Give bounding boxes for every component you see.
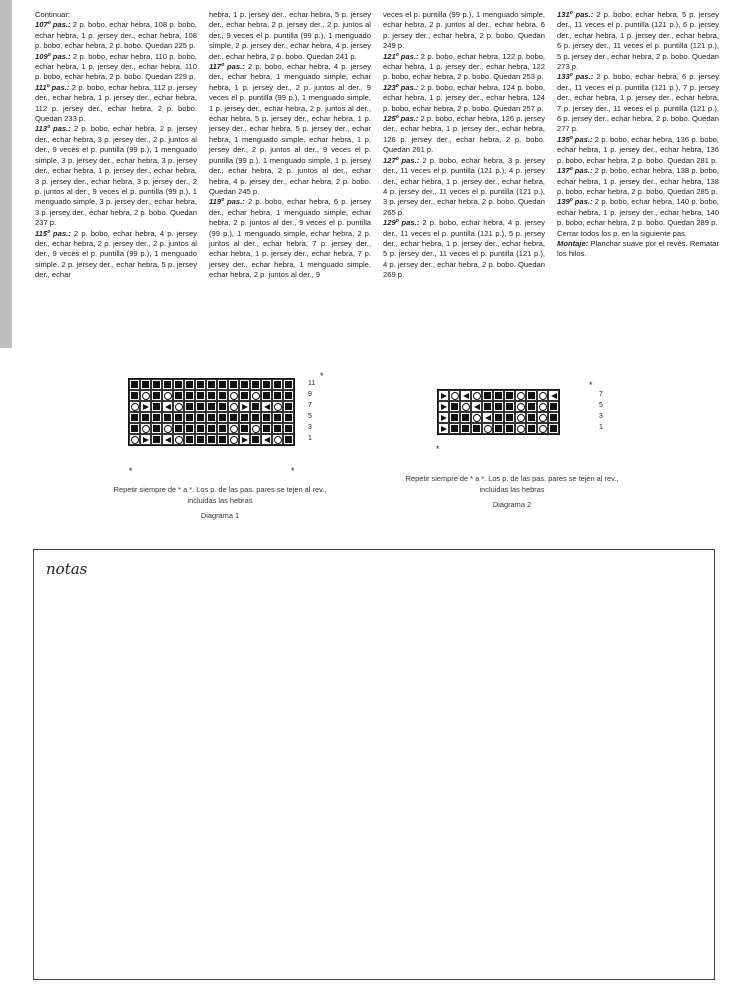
yarn-over-circle-symbol [173,434,184,445]
row-label: 117º pas.: [209,62,245,72]
instruction-paragraph [35,229,197,281]
row-number: 1 [308,435,312,442]
yarn-over-circle-symbol [482,423,493,434]
text-column-3 [383,10,545,281]
row-label: 119º pas.: [209,197,245,207]
yarn-over-circle-symbol [250,423,261,434]
row-number: 5 [308,413,312,420]
instruction-text: 2 p. bobo, echar hebra, 110 p. bobo, echar hebra, 1 p. jersey der., echar hebra, 110 p. bobo, echar hebra, 2 p. bobo. Quedan 229 p. [35,51,197,82]
row-number: 9 [308,391,312,398]
instruction-text: 2 p. bobo, echar hebra, 112 p. jersey der., echar hebra, 1 p. jersey der., echar hebra, 112 p. jersey der., echar hebra, 2 p. bobo. Quedan 233 p. [35,82,197,124]
diagram-2-grid [437,389,560,435]
instruction-text: 2 p. bobo, echar hebra, 3 p. jersey der., 11 veces el p. puntilla (121 p.), 4 p. jersey der., echar hebra, 1 p. jersey der., echar hebra, 4 p. jersey der., 11 veces el p. puntilla (121 p.), 3 p. jersey der., echar hebra, 2 p. bobo. Quedan 265 p. [383,155,546,217]
yarn-over-circle-symbol [449,390,460,401]
knit-square-symbol [239,423,250,434]
knit-square-symbol [206,412,217,423]
knit-square-symbol [184,401,195,412]
knit-square-symbol [129,379,140,390]
instruction-text: 2 p. bobo, echar hebra, 6 p. jersey der., 11 veces el p. puntilla (121 p.), 7 p. jersey der., echar hebra, 1 p. jersey der., echar hebra, 7 p. jersey der., 11 veces el p. puntilla (121 p.), 6 p. jersey der., echar hebra, 2 p. bobo. Quedan 277 p. [557,72,720,134]
yarn-over-circle-symbol [515,401,526,412]
instruction-paragraph [209,62,371,197]
yarn-over-circle-symbol [228,401,239,412]
row-number: 7 [599,391,603,398]
instruction-paragraph [383,52,545,83]
knit-square-symbol [504,423,515,434]
row-number: 1 [599,424,603,431]
row-label: 133º pas.: [557,72,594,82]
knit-square-symbol [261,423,272,434]
knit-square-symbol [272,379,283,390]
row-label: 125º pas.: [383,114,419,124]
diagram-1-grid [128,378,295,446]
instruction-text: hebra, 1 p. jersey der., echar hebra, 5 p. jersey der., echar hebra, 2 p. jersey der., 2 p. juntos al der., 9 veces el p. puntilla (99 p.), 1 menguado simple, 2 p. jersey der., echar hebra, 4 p. jersey der., echar hebra, 2 p. bobo. Quedan 241 p. [209,10,371,61]
diagram-1-star-top: * [320,371,324,381]
decrease-left-triangle-symbol [261,401,272,412]
knit-square-symbol [206,434,217,445]
row-label: 121º pas.: [383,51,419,61]
diagram-2-caption [362,473,662,510]
knit-square-symbol [449,401,460,412]
instruction-paragraph [35,20,197,51]
knit-square-symbol [184,423,195,434]
yarn-over-circle-symbol [537,390,548,401]
pattern-text [0,10,750,370]
instruction-paragraph [383,83,545,114]
row-label: 137º pas.: [557,166,593,176]
knit-square-symbol [283,390,294,401]
knit-square-symbol [206,390,217,401]
knit-square-symbol [283,434,294,445]
instruction-text: 2 p. bobo, echar hebra, 6 p. jersey der., echar hebra, 1 menguado simple, echar hebra, 2 p. juntos al der., 9 veces el p. puntilla (99 p.), 1 menguado simple, echar hebra, 2 p. juntos al der., echar hebra, 7 p. jersey der., echar hebra, 1 p. jersey der., echar hebra, 7 p. jersey der., echar hebra, 1 menguado simple, echar hebra, 2 p. juntos al der., 9 [209,197,372,280]
decrease-left-triangle-symbol [460,390,471,401]
knit-square-symbol [548,401,559,412]
diagram-1-caption-line-2: incluidas las hebras [187,496,253,505]
knit-square-symbol [173,379,184,390]
yarn-over-circle-symbol [515,423,526,434]
row-label: 111º pas.: [35,82,70,92]
knit-square-symbol [195,390,206,401]
knit-square-symbol [140,412,151,423]
yarn-over-circle-symbol [250,390,261,401]
knit-square-symbol [504,390,515,401]
notes-title: notas [46,560,88,578]
knit-square-symbol [526,390,537,401]
decrease-right-triangle-symbol [140,401,151,412]
knit-square-symbol [151,401,162,412]
decrease-right-triangle-symbol [438,401,449,412]
decrease-left-triangle-symbol [162,401,173,412]
knit-square-symbol [250,379,261,390]
knit-square-symbol [272,412,283,423]
yarn-over-circle-symbol [228,390,239,401]
knit-square-symbol [195,401,206,412]
yarn-over-circle-symbol [228,423,239,434]
knit-square-symbol [151,434,162,445]
knit-square-symbol [482,401,493,412]
yarn-over-circle-symbol [515,390,526,401]
row-number: 3 [599,413,603,420]
knit-square-symbol [239,412,250,423]
instruction-text: 2 p. bobo, echar hebra, 4 p. jersey der., echar hebra, 1 menguado simple, echar hebra, 1 p. jersey der., 2 p. juntos al der., 9 veces el p. puntilla (99 p.), 1 menguado simple, 1 p. jersey der., echar hebra, 2 p. juntos al der., echar hebra, 5 p. jersey der., echar hebra, 1 p. jersey der., echar hebra, 5 p. jersey der., echar hebra, 1 menguado simple, echar hebra, 1 p. jersey der., 2 p. juntos al der., 9 veces el p. puntilla (99 p.), 1 menguado simple, 1 p. jersey der., echar hebra, 2 p. juntos al der., echar hebra, 4 p. jersey der., echar hebra, 2 p. bobo. Quedan 245 p. [209,62,372,196]
knit-square-symbol [239,390,250,401]
instruction-paragraph [35,83,197,125]
decrease-right-triangle-symbol [438,412,449,423]
instruction-paragraph [383,114,545,156]
knit-square-symbol [129,412,140,423]
text-column-1 [35,10,197,281]
yarn-over-circle-symbol [228,434,239,445]
knit-square-symbol [272,390,283,401]
knit-square-symbol [217,379,228,390]
decrease-right-triangle-symbol [140,434,151,445]
instruction-text: veces el p. puntilla (99 p.), 1 menguado simple, echar hebra, 2 p. juntos al der., echar hebra, 6 p. jersey der., echar hebra, 2 p. bobo. Quedan 249 p. [383,10,545,51]
knit-square-symbol [460,423,471,434]
row-number: 7 [308,402,312,409]
knit-square-symbol [217,434,228,445]
instruction-text: 2 p. bobo, echar hebra, 140 p. bobo, echar hebra, 1 p. jersey der., echar hebra, 140 p. bobo, echar hebra, 2 p. bobo. Quedan 289 p. [557,197,719,228]
text-column-4 [557,10,719,260]
row-number: 3 [308,424,312,431]
knit-square-symbol [460,412,471,423]
instruction-paragraph [35,10,197,20]
knit-square-symbol [261,390,272,401]
diagram-1 [128,371,324,476]
decrease-right-triangle-symbol [438,423,449,434]
knit-square-symbol [261,412,272,423]
knit-square-symbol [151,423,162,434]
knit-square-symbol [140,379,151,390]
row-label: 115º pas.: [35,228,71,238]
knit-square-symbol [272,423,283,434]
knit-square-symbol [217,390,228,401]
knit-square-symbol [493,423,504,434]
decrease-left-triangle-symbol [162,434,173,445]
knit-square-symbol [283,423,294,434]
knit-square-symbol [449,412,460,423]
row-label: Montaje: [557,238,589,248]
row-label: 135º pas.: [557,134,593,144]
instruction-paragraph [557,72,719,134]
knit-square-symbol [250,412,261,423]
knit-square-symbol [217,412,228,423]
row-label: 123º pas.: [383,82,419,92]
knit-square-symbol [184,434,195,445]
knit-square-symbol [184,390,195,401]
yarn-over-circle-symbol [272,434,283,445]
instruction-text: Cerrar todos los p. en la siguiente pas. [557,228,688,238]
knit-square-symbol [526,423,537,434]
knit-square-symbol [548,412,559,423]
yarn-over-circle-symbol [272,401,283,412]
diagram-2-row-numbers [599,389,603,433]
knit-square-symbol [548,423,559,434]
instruction-paragraph [35,124,197,228]
diagram-2-star-top: * [589,380,593,390]
yarn-over-circle-symbol [537,423,548,434]
knit-square-symbol [250,434,261,445]
text-column-2 [209,10,371,281]
instruction-text: Planchar suave por el revés. Rematar los hilos. [557,238,719,259]
knit-square-symbol [173,412,184,423]
knit-square-symbol [184,412,195,423]
decrease-left-triangle-symbol [482,412,493,423]
instruction-text: 2 p. bobo, echar hebra, 126 p. jersey der., echar hebra, 1 p. jersey der., echar hebra, 126 p. jersey der., echar hebra, 2 p. bobo. Quedan 261 p. [383,114,545,155]
knit-square-symbol [526,401,537,412]
knit-square-symbol [449,423,460,434]
knit-square-symbol [283,379,294,390]
instruction-paragraph [557,135,719,166]
instruction-text: 2 p. bobo, echar hebra, 4 p. jersey der., 11 veces el p. puntilla (121 p.), 5 p. jersey der., echar hebra, 1 p. jersey der., echar hebra, 5 p. jersey der., 11 veces el p. puntilla (121 p.), 4 p. jersey der., echar hebra, 2 p. bobo. Quedan 269 p. [383,218,546,280]
diagram-2-star-bottom: * [436,444,440,454]
yarn-over-circle-symbol [537,401,548,412]
knit-square-symbol [129,390,140,401]
knit-square-symbol [184,379,195,390]
yarn-over-circle-symbol [140,390,151,401]
decrease-left-triangle-symbol [261,434,272,445]
row-label: 127º pas.: [383,155,420,165]
knit-square-symbol [217,423,228,434]
knit-square-symbol [195,379,206,390]
diagram-1-star-bottom-right: * [291,466,295,476]
instruction-text: 2 p. bobo, echar hebra, 138 p. bobo, echar hebra, 1 p. jersey der., echar hebra, 138 p. bobo, echar hebra, 2 p. bobo. Quedan 285 p. [557,166,719,196]
knit-square-symbol [482,390,493,401]
decrease-right-triangle-symbol [239,401,250,412]
row-label: 131º pas.: [557,10,594,19]
instruction-paragraph [383,10,545,52]
diagram-1-caption-line-1: Repetir siempre de * a *. Los p. de las pas. pares se tejen al rev., [113,485,327,494]
knit-square-symbol [493,401,504,412]
row-number: 11 [308,380,316,387]
yarn-over-circle-symbol [537,412,548,423]
instruction-paragraph [383,156,545,218]
diagram-1-title: Diagrama 1 [200,511,240,520]
decrease-right-triangle-symbol [438,390,449,401]
knit-square-symbol [283,401,294,412]
yarn-over-circle-symbol [162,390,173,401]
instruction-text: 2 p. bobo, echar hebra, 108 p. bobo, echar hebra, 1 p. jersey der., echar hebra, 108 p. bobo, echar hebra, 2 p. bobo. Quedan 225 p. [35,20,197,51]
instruction-paragraph [557,10,719,72]
diagram-1-row-numbers [308,378,315,444]
diagram-1-star-bottom-left: * [129,466,133,476]
yarn-over-circle-symbol [471,412,482,423]
knit-square-symbol [228,379,239,390]
knit-square-symbol [228,412,239,423]
yarn-over-circle-symbol [515,412,526,423]
decrease-left-triangle-symbol [548,390,559,401]
knit-square-symbol [129,423,140,434]
row-label: 109º pas.: [35,51,71,61]
knit-square-symbol [162,379,173,390]
knit-square-symbol [217,401,228,412]
knit-square-symbol [239,379,250,390]
decrease-right-triangle-symbol [239,434,250,445]
knit-square-symbol [471,423,482,434]
instruction-paragraph [35,52,197,83]
knit-square-symbol [195,434,206,445]
instruction-paragraph [557,239,719,260]
knit-square-symbol [504,401,515,412]
knit-square-symbol [526,412,537,423]
knit-square-symbol [195,412,206,423]
knit-square-symbol [283,412,294,423]
diagram-2-title: Diagrama 2 [492,500,532,509]
diagram-1-caption [70,484,370,521]
diagram-2 [436,380,603,454]
knit-square-symbol [162,412,173,423]
yarn-over-circle-symbol [129,434,140,445]
yarn-over-circle-symbol [173,401,184,412]
yarn-over-circle-symbol [129,401,140,412]
instruction-paragraph [557,166,719,197]
instruction-paragraph [383,218,545,280]
knit-square-symbol [206,379,217,390]
row-label: 113º pas.: [35,124,71,134]
instruction-text: 2 p. bobo, echar hebra, 122 p. bobo, echar hebra, 1 p. jersey der., echar hebra, 122 p. bobo, echar hebra, 2 p. bobo. Quedan 253 p. [383,51,545,82]
decrease-left-triangle-symbol [471,401,482,412]
row-label: 107º pas.: [35,20,71,30]
instruction-paragraph [209,197,371,280]
knit-square-symbol [173,390,184,401]
knit-square-symbol [493,390,504,401]
knit-square-symbol [195,423,206,434]
knit-square-symbol [151,390,162,401]
yarn-over-circle-symbol [471,390,482,401]
instruction-paragraph [557,229,719,239]
instruction-paragraph [209,10,371,62]
instruction-text: 2 p. bobo, echar hebra, 124 p. bobo, echar hebra, 1 p. jersey der., echar hebra, 124 p. bobo, echar hebra, 2 p. bobo. Quedan 257 p. [383,82,545,113]
row-number: 5 [599,402,603,409]
instruction-text: 2 p. bobo, echar hebra, 4 p. jersey der., echar hebra, 2 p. jersey der., 2 p. juntos al der., 9 veces el p. puntilla (99 p.), 1 menguado simple, 2 p. jersey der., echar hebra, 5 p. jersey der., echar [35,228,198,280]
instruction-text: 2 p. bobo, echar hebra, 2 p. jersey der., echar hebra, 3 p. jersey der., 2 p. juntos al der., 9 veces el p. puntilla (99 p.), 1 menguado simple, 3 p. jersey der., echar hebra, 3 p. jersey der., echar hebra, 1 p. jersey der., echar hebra, 3 p. jersey der., echar hebra, 3 p. jersey der., 2 p. juntos al der., 9 veces el p. puntilla (99 p.), 1 menguado simple, 3 p. jersey der., echar hebra, 3 p. jersey der., echar hebra, 2 p. bobo. Quedan 237 p. [35,124,198,228]
yarn-over-circle-symbol [460,401,471,412]
knit-square-symbol [504,412,515,423]
row-label: 139º pas.: [557,197,593,207]
instruction-text: 2 p. bobo, echar hebra, 5 p. jersey der., 11 veces el p. puntilla (121 p.), 6 p. jersey der., echar hebra, 1 p. jersey der., echar hebra, 6 p. jersey der., 11 veces el p. puntilla (121 p.), 5 p. jersey der., echar hebra, 2 p. bobo. Quedan 273 p. [557,10,720,72]
knit-square-symbol [151,412,162,423]
diagram-2-caption-line-1: Repetir siempre de * a *. Los p. de las pas. pares se tejen al rev., [405,474,619,483]
notes-box [33,549,715,980]
yarn-over-circle-symbol [162,423,173,434]
yarn-over-circle-symbol [140,423,151,434]
diagram-2-caption-line-2: incluidas las hebras [479,485,545,494]
knit-square-symbol [206,423,217,434]
knit-square-symbol [250,401,261,412]
knit-square-symbol [173,423,184,434]
knit-square-symbol [151,379,162,390]
knit-square-symbol [493,412,504,423]
instruction-text: Continuar: [35,10,71,19]
knit-square-symbol [261,379,272,390]
instruction-paragraph [557,197,719,228]
instruction-text: 2 p. bobo, echar hebra, 136 p. bobo, echar hebra, 1 p. jersey der., echar hebra, 136 p. bobo, echar hebra, 2 p. bobo. Quedan 281 p. [557,134,719,165]
row-label: 129º pas.: [383,218,420,228]
knit-square-symbol [206,401,217,412]
